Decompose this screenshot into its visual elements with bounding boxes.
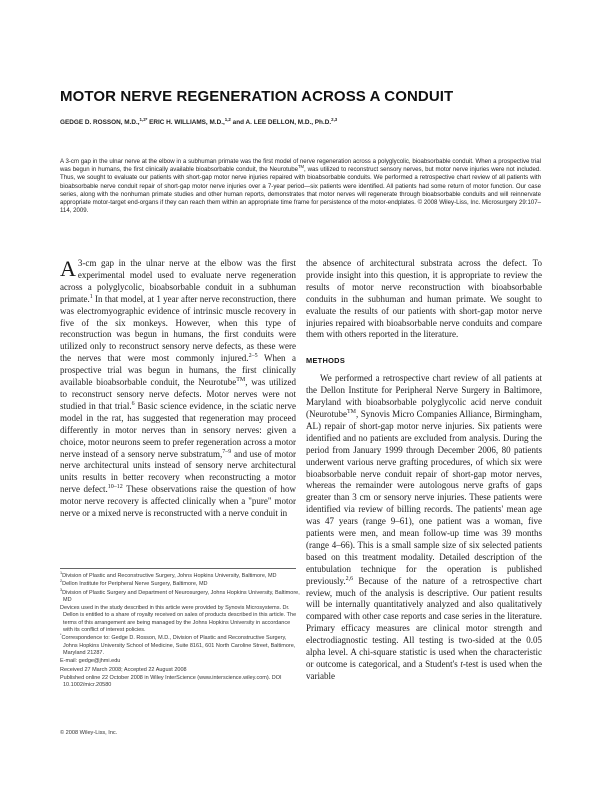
body-column-right [306, 258, 542, 683]
author-affiliation-mark: 1,2* [139, 116, 148, 122]
body-text: 3-cm gap in the ulnar nerve at the elbow was the first experimental model used to evaluate nerve regeneration across a polyglycolic, bioabsorbable conduit in a subhuman primate. [60, 258, 296, 304]
footnote-divider [60, 568, 296, 569]
body-column-left [60, 258, 296, 520]
footnote [60, 605, 300, 634]
body-text: We performed a retrospective chart review of all patients at the Dellon Institute for Peripheral Nerve Surgery in Baltimore, Maryland with bioabsorbable polyglycolic acid nerve conduit (Neurotube [306, 373, 542, 419]
body-text: -test is used when the variable [306, 659, 542, 681]
footnote-mark: * [60, 633, 62, 638]
abstract-text: , was utilized to reconstruct sensory nerves, but motor nerve injuries were not included. Thus, we sought to evaluate our patients with short-gap motor nerve injuries repaired with bioabsorbable conduits. We performed a retrospective chart review of all patients with bioabsorbable nerve conduit repair of short-gap motor nerve injuries over a 7-year period—six patients were identified. All patients had some return of motor function. Our case series, along with the nonhuman primate studies and other human reports, demonstrates that motor nerves will regenerate through bioabsorbable conduits and will reinnervate appropriate motor-target end-organs if they can reach them within an appropriate time frame for persistence of the motor-endplates. © 2008 Wiley-Liss, Inc. Microsurgery 29:107–114, 2009. [60, 166, 541, 215]
abstract-text: A 3-cm gap in the ulnar nerve at the elbow in a subhuman primate was the first model of nerve regeneration across a polyglycolic, bioabsorbable conduit. When a prospective trial was begun in humans, the first clinically available bioabsorbable conduit, the Neurotube [60, 158, 541, 174]
footnote-mark: 3 [60, 587, 63, 592]
footnote [60, 658, 300, 665]
footnote [60, 675, 300, 690]
introduction-continued-paragraph: the absence of architectural substrata across the defect. To provide insight into this question, it is appropriate to review the results of motor nerve reconstruction with bioabsorbable conduits in the subhuman and human primate. We sought to evaluate the results of our patients with short-gap motor nerve injuries repaired with bioabsorbable nerve conduits and compare them with others reported in the literature. [306, 258, 542, 340]
trademark-mark: TM [236, 377, 246, 384]
author-name: GEDGE D. ROSSON, M.D., [60, 119, 140, 126]
citation-mark: 10–12 [107, 484, 123, 491]
citation-mark: 6 [131, 400, 135, 407]
footnotes [60, 573, 300, 690]
author-name: ERIC H. WILLIAMS, M.D., [147, 119, 225, 126]
author-affiliation-mark: 2,3 [331, 116, 338, 122]
footnote-text: Devices used in the study described in this article were provided by Synovis Microsystems. Dr. Dellon is entitled to a share of royalty received on sales of products described in this article. The terms of this arrangement are being managed by the Johns Hopkins University in accordance with its conflict of interest policies. [60, 605, 297, 634]
footnote-text: Division of Plastic Surgery and Department of Neurosurgery, Johns Hopkins University, Baltimore, MD [62, 589, 300, 603]
footnote [60, 667, 300, 674]
body-text: , Synovis Micro Companies Alliance, Birmingham, AL) repair of short-gap motor nerve injuries. Six patients were identified and no patients are excluded from analysis. During the period from January 1999 through December 2006, 80 patients underwent various nerve grafting procedures, of which six were bioabsorbable nerve conduit repair of short-gap motor nerves, whereas the remainder were autologous nerve grafts of gaps greater than 3 cm or sensory nerve injuries. These patients were identified via review of billing records. The patients' mean age was 47 years (range 9–61), one patient was a woman, five patients were men, and mean follow-up time was 39 months (range 4–66). This is a small sample size of six selected patients based on this treatment modality. Detailed description of the entubulation technique for the operation is published previously. [306, 408, 542, 586]
methods-heading: METHODS [306, 356, 346, 366]
trademark-mark: TM [298, 164, 305, 170]
body-text: In that model, at 1 year after nerve reconstruction, there was electromyographic evidence of intrinsic muscle recovery in five of the six monkeys. However, when this type of reconstruction was begun in humans, the first conduits were utilized only to reconstruct sensory nerve defects, as these were the nerves that were most commonly injured. [60, 293, 296, 364]
footnote-mark: 1 [60, 571, 63, 576]
methods-paragraph [306, 373, 542, 683]
footnote-text: Received 27 March 2008; Accepted 22 August 2008 [60, 666, 187, 673]
italic-term: t [460, 659, 463, 669]
body-text: and use of motor nerve architectural units instead of sensory nerve architectural units results in better recovery when reconstructing a motor nerve defect. [60, 448, 296, 495]
citation-mark: 2,6 [345, 575, 354, 582]
author-name: and A. LEE DELLON, M.D., Ph.D. [230, 119, 332, 126]
body-text: , was utilized to reconstruct sensory nerve defects. Motor nerves were not studied in that trial. [60, 377, 296, 411]
citation-mark: 2–5 [248, 353, 258, 360]
introduction-paragraph [60, 258, 296, 520]
footnote [60, 635, 300, 657]
citation-mark: 1 [89, 293, 93, 300]
footnote-text: Division of Plastic and Reconstructive Surgery, Johns Hopkins University, Baltimore, MD [62, 573, 277, 579]
author-affiliation-mark: 1,2 [224, 116, 231, 122]
body-text: Basic science evidence, in the sciatic nerve model in the rat, has suggested that regeneration may proceed differently in motor nerves than in sensory nerves: given a choice, motor neurons seem to prefer regeneration across a motor nerve instead of a sensory nerve substratum, [60, 400, 296, 459]
citation-mark: 7–9 [222, 448, 232, 455]
abstract [60, 158, 541, 215]
author-list [60, 116, 540, 126]
footnote [60, 587, 300, 605]
body-text: These observations raise the question of how motor nerve recovery is affected clinically when a "pure" motor nerve or a mixed nerve is reconstructed with a nerve conduit in [60, 484, 296, 519]
footnote [60, 581, 300, 588]
footnote-mark: 2 [60, 579, 63, 584]
footnote-text: Dellon Institute for Peripheral Nerve Surgery, Baltimore, MD [62, 581, 208, 588]
footnote-text: Correspondence to: Gedge D. Rosson, M.D., Division of Plastic and Reconstructive Surgery, Johns Hopkins University School of Medicine, Suite 8161, 601 North Caroline Street, Baltimore, Maryland 21287. [61, 635, 296, 656]
copyright-notice: © 2008 Wiley-Liss, Inc. [60, 730, 118, 736]
footnote-text: E-mail: gedge@jhmi.edu [60, 658, 121, 665]
footnote-text: Published online 22 October 2008 in Wiley InterScience (www.interscience.wiley.com). DOI 10.1002/micr.20580 [60, 674, 282, 689]
footnote [60, 573, 300, 580]
drop-cap: A [60, 256, 76, 281]
trademark-mark: TM [346, 408, 356, 415]
article-title: MOTOR NERVE REGENERATION ACROSS A CONDUIT [60, 88, 454, 105]
body-text: Because of the nature of a retrospective chart review, much of the analysis is descriptive. Our patient results will be internally quantitatively analyzed and also qualitatively compared with other case reports and case series in the literature. Primary efficacy measures are clinical motor strength and electrodiagnostic testing. All testing is two-sided at the 0.05 alpha level. A chi-square statistic is used when the characteristic or outcome is categorical, and a Student's [306, 575, 542, 669]
body-text: When a prospective trial was begun in humans, the first clinically available bioabsorbable conduit, the Neurotube [60, 353, 296, 388]
